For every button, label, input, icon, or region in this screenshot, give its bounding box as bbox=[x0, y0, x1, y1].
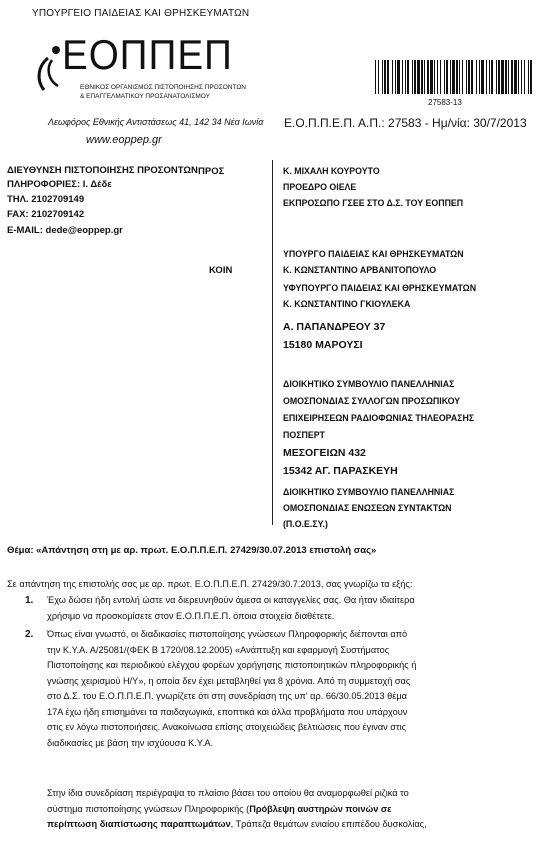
cc-recipient: Κ. ΚΩΝΣΤΑΝΤΙΝΟ ΑΡΒΑΝΙΤΟΠΟΥΛΟ bbox=[283, 265, 437, 275]
barcode-bar bbox=[496, 60, 497, 94]
barcode-bar bbox=[430, 60, 433, 94]
to-label: ΠΡΟΣ bbox=[198, 166, 225, 177]
sender-email[interactable]: E-MAIL: dede@eoppep.gr bbox=[7, 225, 123, 236]
cc-recipient: ΔΙΟΙΚΗΤΙΚΟ ΣΥΜΒΟΥΛΙΟ ΠΑΝΕΛΛΗΝΙΑΣ bbox=[283, 487, 455, 497]
cc-recipient: 15342 ΑΓ. ΠΑΡΑΣΚΕΥΗ bbox=[283, 465, 398, 477]
cc-recipient: ΥΦΥΠΟΥΡΓΟ ΠΑΙΔΕΙΑΣ ΚΑΙ ΘΡΗΣΚΕΥΜΑΤΩΝ bbox=[283, 283, 477, 293]
cc-recipient: ΟΜΟΣΠΟΝΔΙΑΣ ΕΝΩΣΕΩΝ ΣΥΝΤΑΚΤΩΝ bbox=[283, 503, 452, 513]
paragraph-text: σύστημα πιστοποίησης γνώσεων Πληροφορικής ( bbox=[47, 803, 250, 814]
barcode-bar bbox=[471, 60, 473, 94]
logo-subtitle-1: ΕΘΝΙΚΟΣ ΟΡΓΑΝΙΣΜΟΣ ΠΙΣΤΟΠΟΙΗΣΗΣ ΠΡΟΣΟΝΤΩΝ bbox=[80, 84, 246, 91]
cc-recipient: (Π.Ο.Ε.ΣΥ.) bbox=[283, 519, 328, 529]
barcode-bar bbox=[378, 60, 379, 94]
barcode-bar bbox=[402, 60, 403, 94]
barcode-bar bbox=[459, 60, 460, 94]
list-item bbox=[25, 593, 542, 624]
barcode-bar bbox=[501, 60, 504, 94]
sender-contact: ΠΛΗΡΟΦΟΡΙΕΣ: Ι. Δέδε bbox=[7, 179, 112, 190]
barcode-bar bbox=[424, 60, 425, 94]
cc-recipient: Κ. ΚΩΝΣΤΑΝΤΙΝΟ ΓΚΙΟΥΛΕΚΑ bbox=[283, 299, 411, 309]
list-item-text: γνώσης χειρισμού Η/Υ», η οποία δεν έχει μεταβληθεί για 8 χρόνια. Από τη συμμετοχή σας bbox=[47, 675, 411, 686]
list-item-text: Έχω δώσει ήδη εντολή ώστε να διερευνηθούν άμεσα οι καταγγελίες σας. Θα ήταν ιδιαίτερα bbox=[47, 595, 415, 605]
barcode-bar bbox=[476, 60, 477, 94]
recipient-title: ΠΡΟΕΔΡΟ ΟΙΕΛΕ bbox=[283, 182, 357, 192]
barcode-bar bbox=[466, 60, 467, 94]
barcode-bar bbox=[427, 60, 429, 94]
list-item-text: διαδικασίες με βάση την ισχύουσα Κ.Υ.Α. bbox=[47, 737, 214, 748]
barcode-bar bbox=[417, 60, 420, 94]
barcode-number: 27583-13 bbox=[428, 98, 462, 107]
barcode-bar bbox=[395, 60, 396, 94]
paragraph-line bbox=[47, 802, 542, 818]
cc-recipient: ΟΜΟΣΠΟΝΔΙΑΣ ΣΥΛΛΟΓΩΝ ΠΡΟΣΩΠΙΚΟΥ bbox=[283, 396, 461, 406]
barcode-bar bbox=[468, 60, 470, 94]
address: Λεωφόρος Εθνικής Αντιστάσεως 41, 142 34 Νέα Ιωνία bbox=[48, 117, 264, 127]
barcode-bar bbox=[412, 60, 413, 94]
list-item-text: την Κ.Υ.Α. Α/25081/(ΦΕΚ Β 1720/08.12.2005) «Ανάπτυξη και εφαρμογή Συστήματος bbox=[47, 644, 390, 655]
barcode-bar bbox=[437, 60, 438, 94]
paragraph-line: Στην ίδια συνεδρίαση περιέγραψα το πλαίσιο βάσει του οποίου θα αναμορφωθεί ριζικά το bbox=[47, 788, 409, 798]
list-item-text: στο Δ.Σ. του Ε.Ο.Π.Π.Ε.Π. γνωρίζετε ότι στη συνεδρίαση της υπ' αρ. 66/30.05.2013 θέμα bbox=[47, 691, 407, 701]
barcode-bar bbox=[452, 60, 455, 94]
barcode-bar bbox=[384, 60, 386, 94]
cc-label: ΚΟΙΝ bbox=[209, 265, 233, 276]
list-item-text: χρήσιμο να προσκομίσετε στον Ε.Ο.Π.Π.Ε.Π. όποια στοιχεία διαθέτετε. bbox=[47, 610, 335, 621]
barcode-bar bbox=[511, 60, 513, 94]
cc-recipient: ΜΕΣΟΓΕΙΩΝ 432 bbox=[283, 447, 366, 459]
barcode-bar bbox=[387, 60, 389, 94]
list-item-text: Πιστοποίησης και περιοδικού ελέγχου φορέων χορήγησης πιστοποιητικών πληροφορικής ή bbox=[47, 660, 417, 670]
barcode-bar bbox=[528, 60, 529, 94]
barcode-bar bbox=[514, 60, 517, 94]
barcode-bar bbox=[498, 60, 500, 94]
barcode-bar bbox=[405, 60, 406, 94]
cc-recipient: 15180 ΜΑΡΟΥΣΙ bbox=[283, 339, 363, 351]
ministry-name: ΥΠΟΥΡΓΕΙΟ ΠΑΙΔΕΙΑΣ ΚΑΙ ΘΡΗΣΚΕΥΜΑΤΩΝ bbox=[32, 8, 250, 19]
sender-phone: ΤΗΛ. 2102709149 bbox=[7, 194, 85, 205]
barcode-bar bbox=[481, 60, 484, 94]
paragraph-bold-text: περίπτωση διαπίστωσης παραπτωμάτων bbox=[47, 819, 231, 829]
barcode-bar bbox=[456, 60, 458, 94]
list-number: 2. bbox=[25, 629, 34, 640]
recipient-role: ΕΚΠΡΟΣΩΠΟ ΓΣΕΕ ΣΤΟ Δ.Σ. ΤΟΥ ΕΟΠΠΕΠ bbox=[283, 198, 464, 208]
list-item-text: Όπως είναι γνωστό, οι διαδικασίες πιστοποίησης γνώσεων Πληροφορικής διέπονται από bbox=[47, 629, 408, 639]
protocol-number: Ε.Ο.Π.Π.Ε.Π. Α.Π.: 27583 - Ημ/νία: 30/7/2013 bbox=[284, 116, 527, 130]
list-number: 1. bbox=[25, 595, 34, 606]
barcode-bar bbox=[440, 60, 441, 94]
barcode-bar bbox=[414, 60, 416, 94]
barcode-bar bbox=[479, 60, 480, 94]
sender-department: ΔΙΕΥΘΥΝΣΗ ΠΙΣΤΟΠΟΙΗΣΗΣ ΠΡΟΣΟΝΤΩΝ bbox=[7, 165, 198, 176]
barcode-bar bbox=[462, 60, 463, 94]
cc-recipient: ΔΙΟΙΚΗΤΙΚΟ ΣΥΜΒΟΥΛΙΟ ΠΑΝΕΛΛΗΝΙΑΣ bbox=[283, 379, 455, 389]
website[interactable]: www.eoppep.gr bbox=[86, 134, 162, 146]
cc-recipient: ΥΠΟΥΡΓΟ ΠΑΙΔΕΙΑΣ ΚΑΙ ΘΡΗΣΚΕΥΜΑΤΩΝ bbox=[283, 249, 464, 259]
barcode-bar bbox=[434, 60, 435, 94]
barcode-bar bbox=[397, 60, 400, 94]
barcode-bar bbox=[524, 60, 525, 94]
barcode-bar bbox=[521, 60, 522, 94]
sender-fax: FAX: 2102709142 bbox=[7, 209, 85, 220]
barcode-bar bbox=[486, 60, 487, 94]
body-intro: Σε απάντηση της επιστολής σας με αρ. πρωτ. Ε.Ο.Π.Π.Ε.Π. 27429/30.7.2013, σας γνωρίζω τα εξής: bbox=[7, 579, 413, 589]
paragraph-text: , Τράπεζα θεμάτων ενιαίου επιπέδου δυσκολίας, bbox=[230, 819, 427, 829]
barcode-bar bbox=[491, 60, 493, 94]
list-item-text: 17Α έχω ήδη επισημάνει τα παιδαγωγικά, εποπτικά και άλλα προβλήματα που υπάρχουν bbox=[47, 706, 408, 717]
logo-text: ΕΟΠΠΕΠ bbox=[62, 31, 233, 78]
barcode-bar bbox=[421, 60, 423, 94]
cc-recipient: ΕΠΙΧΕΙΡΗΣΕΩΝ ΡΑΔΙΟΦΩΝΙΑΣ ΤΗΛΕΟΡΑΣΗΣ bbox=[283, 413, 475, 423]
paragraph-line bbox=[47, 817, 542, 833]
barcode-icon bbox=[373, 60, 536, 94]
logo-subtitle-2: & ΕΠΑΓΓΕΛΜΑΤΙΚΟΥ ΠΡΟΣΑΝΑΤΟΛΙΣΜΟΥ bbox=[80, 93, 210, 100]
list-item-text: στις εν λόγω πιστοποιήσεις. Ανακοίνωσα επίσης στοιχειώδεις βελτιώσεις που έγιναν στις bbox=[47, 722, 407, 732]
barcode-bar bbox=[450, 60, 451, 94]
paragraph-bold-text: Πρόβλεψη αυστηρών ποινών σε bbox=[249, 803, 392, 814]
list-item bbox=[25, 627, 542, 751]
barcode-bar bbox=[530, 60, 532, 94]
subject-line: Θέμα: «Απάντηση στη με αρ. πρωτ. Ε.Ο.Π.Π.Ε.Π. 27429/30.07.2013 επιστολή σας» bbox=[7, 545, 377, 556]
barcode-bar bbox=[446, 60, 448, 94]
barcode-bar bbox=[489, 60, 490, 94]
body-paragraph bbox=[47, 786, 542, 833]
recipient-name: Κ. ΜΙΧΑΛΗ ΚΟΥΡΟΥΤΟ bbox=[283, 166, 380, 176]
cc-recipient: ΠΟΣΠΕΡΤ bbox=[283, 430, 325, 440]
barcode-bar bbox=[518, 60, 519, 94]
barcode-bar bbox=[392, 60, 393, 94]
barcode-bar bbox=[382, 60, 383, 94]
barcode-bar bbox=[505, 60, 507, 94]
barcode-bar bbox=[407, 60, 409, 94]
barcode-bar bbox=[375, 60, 376, 94]
cc-recipient: Α. ΠΑΠΑΝΔΡΕΟΥ 37 bbox=[283, 321, 386, 333]
barcode-bar bbox=[508, 60, 509, 94]
barcode-bar bbox=[444, 60, 445, 94]
